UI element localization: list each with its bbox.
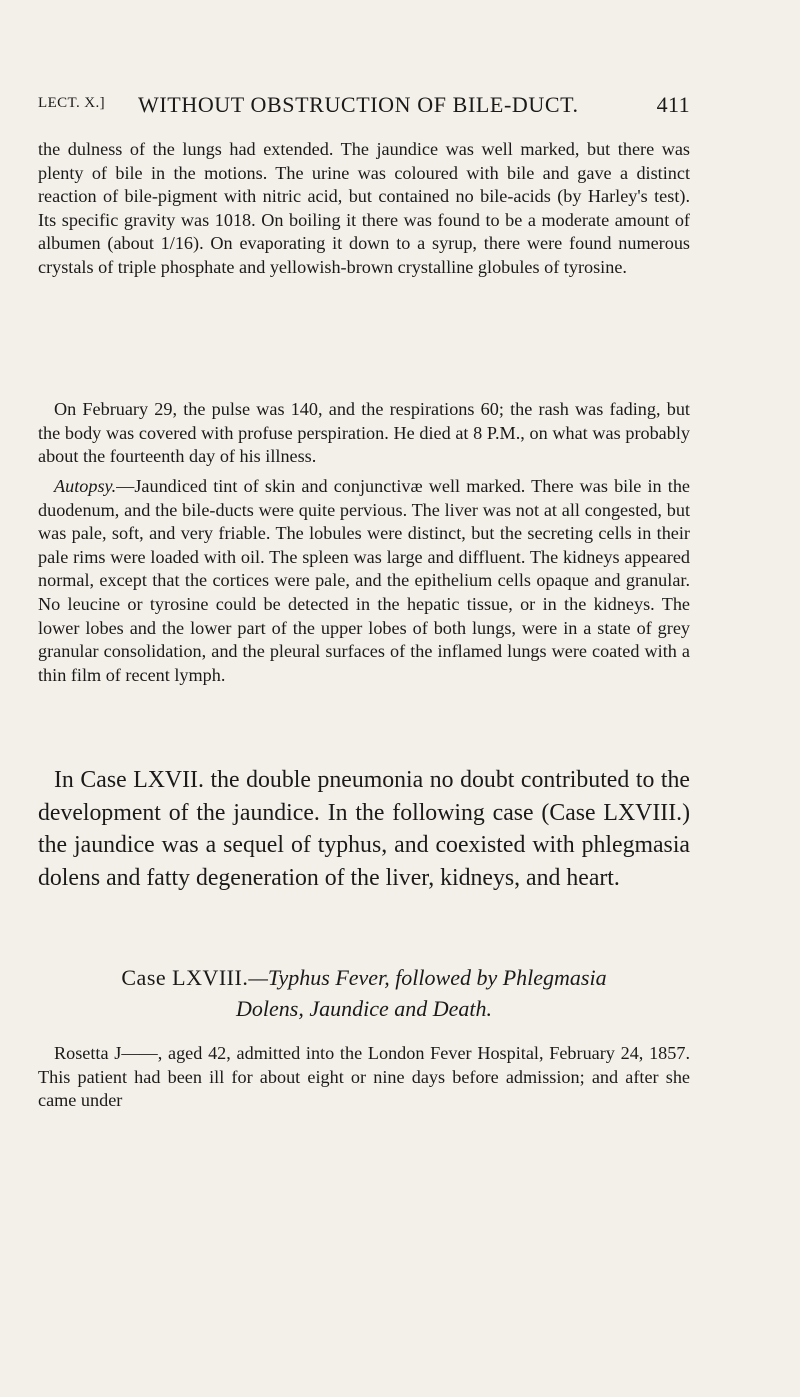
paragraph-text: the dulness of the lungs had extended. The jaundice was well marked, but there was plenty of bile in the motions. The urine was coloured with bile and gave a distinct reaction of bile-pigment with nitric acid, but contained no bile-acids (by Harley's test). Its specific gravity was 1018. On boiling it there was found to be a moderate amount of albumen (about 1/16). On evaporating it down to a syrup, there were found numerous crystals of triple phosphate and yellowish-brown crystalline globules of tyrosine. [38,139,690,277]
paragraph-text: In Case LXVII. the double pneumonia no doubt contributed to the development of the jaundice. In the following case (Case LXVIII.) the jaundice was a sequel of typhus, and coexisted with phlegmasia dolens and fatty degeneration of the liver, kidneys, and heart. [38,767,690,891]
paragraph-text: On February 29, the pulse was 140, and the respirations 60; the rash was fading, but the body was covered with profuse perspiration. He died at 8 P.M., on what was probably about the fourteenth day of his illness. [38,399,690,467]
case-title-part-2: Dolens, Jaundice and Death. [236,996,492,1021]
paragraph-text: Rosetta J——, aged 42, admitted into the London Fever Hospital, February 24, 1857. This patient had been ill for about eight or nine days before admission; and after she came under [38,1043,690,1111]
lecture-marker: LECT. X.] [38,95,106,111]
running-header [38,92,690,120]
case-label: Case LXVIII. [121,965,249,990]
paragraph-urine-findings [38,138,690,280]
paragraph-autopsy-body [38,475,690,687]
case-heading-line-1 [38,962,690,993]
running-title: WITHOUT OBSTRUCTION OF BILE-DUCT. [138,92,579,117]
page-number: 411 [656,92,690,117]
paragraph-case-intro [38,1042,690,1113]
paragraph-commentary [38,764,690,894]
autopsy-text: —Jaundiced tint of skin and conjunctivæ well marked. There was bile in the duodenum, and the bile-ducts were quite pervious. The liver was not at all congested, but was pale, soft, and very friable. The lobules were distinct, but the secreting cells in their pale rims were loaded with oil. The spleen was large and diffluent. The kidneys appeared normal, except that the cortices were pale, and the epithelium cells opaque and granular. No leucine or tyrosine could be detected in the hepatic tissue, or in the kidneys. The lower lobes and the lower part of the upper lobes of both lungs, were in a state of grey granular consolidation, and the pleural surfaces of the inflamed lungs were coated with a thin film of recent lymph. [38,476,690,685]
case-title-part-1: —Typhus Fever, followed by Phlegmasia [248,965,607,990]
paragraph-death [38,398,690,469]
paragraph-autopsy [38,475,690,687]
autopsy-lead: Autopsy. [54,476,117,496]
case-heading [38,962,690,1024]
